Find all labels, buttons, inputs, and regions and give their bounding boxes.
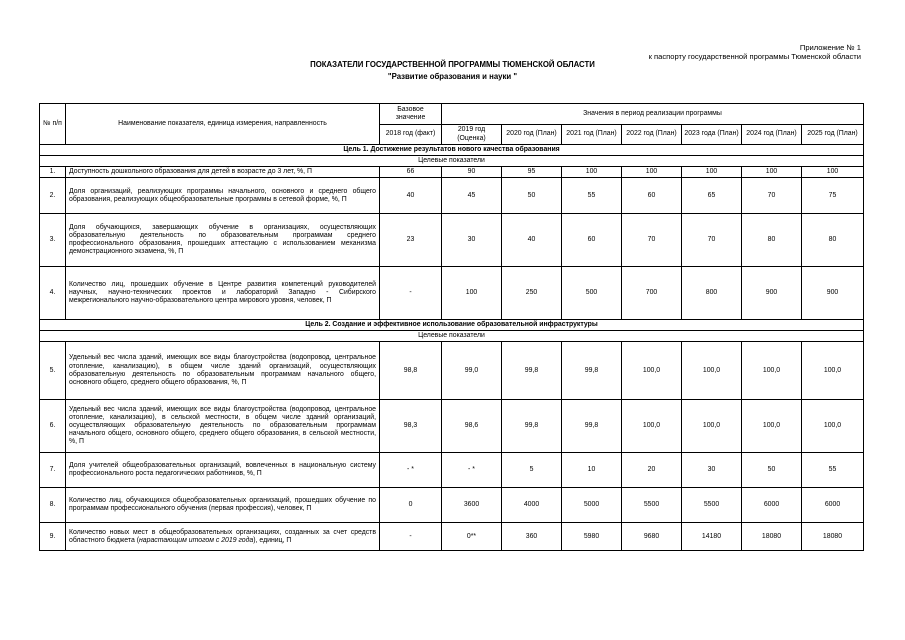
program-name: "Развитие образования и науки " (387, 72, 518, 81)
header-num: № п/п (40, 104, 66, 145)
row-value: 55 (562, 178, 622, 214)
row-value: 30 (442, 214, 502, 267)
row-value: 0** (442, 523, 502, 551)
row-name (66, 523, 380, 551)
row-value: 23 (380, 214, 442, 267)
row-value: - (380, 523, 442, 551)
row-value: 99,0 (442, 342, 502, 400)
row-value: - * (380, 453, 442, 488)
row-name: Доля обучающихся, завершающих обучение в организациях, осуществляющих образовательную деятельность по образовательным программам среднего профессионального образования, прошедших аттестацию с использованием механизма демонстрационного экзамена, %, П (66, 214, 380, 267)
row-num: 4. (40, 267, 66, 320)
row-value: 100,0 (682, 400, 742, 453)
row-value: 250 (502, 267, 562, 320)
row-name: Доля учителей общеобразовательных организаций, вовлеченных в национальную систему профессионального роста педагогических работников, %, П (66, 453, 380, 488)
header-name: Наименование показателя, единица измерения, направленность (66, 104, 380, 145)
row-value: 5980 (562, 523, 622, 551)
row-value: 40 (502, 214, 562, 267)
header-base: Базовое значение (380, 104, 442, 125)
row-name-text-end: ), единиц, П (253, 536, 292, 544)
row-value: 80 (802, 214, 864, 267)
row-value: 60 (622, 178, 682, 214)
row-name: Доступность дошкольного образования для детей в возрасте до 3 лет, %, П (66, 167, 380, 178)
row-value: 100 (742, 167, 802, 178)
indicators-table (39, 103, 864, 551)
table-row (40, 453, 864, 488)
row-value: 700 (622, 267, 682, 320)
row-value: 50 (742, 453, 802, 488)
row-value: 100,0 (622, 400, 682, 453)
row-value: 98,3 (380, 400, 442, 453)
table-row (40, 488, 864, 523)
row-value: 0 (380, 488, 442, 523)
row-name: Удельный вес числа зданий, имеющих все виды благоустройства (водопровод, центральное отопление, канализацию), в сельской местности, в общем числе зданий организаций, осуществляющих образовательную деятельность по образовательным программам начального общего, основного общего, среднего общего образования, в сельской местности, %, П (66, 400, 380, 453)
row-value: 100,0 (802, 342, 864, 400)
row-value: 100 (442, 267, 502, 320)
row-value: 100,0 (742, 400, 802, 453)
row-value: 99,8 (562, 342, 622, 400)
header-period: Значения в период реализации программы (442, 104, 864, 125)
row-value: 65 (682, 178, 742, 214)
row-name: Количество лиц, обучающихся общеобразовательных организаций, прошедших обучение по программам профессионального обучения (первая профессия), человек, П (66, 488, 380, 523)
row-value: 50 (502, 178, 562, 214)
row-value: 500 (562, 267, 622, 320)
row-value: 100,0 (682, 342, 742, 400)
row-num: 6. (40, 400, 66, 453)
row-value: 90 (442, 167, 502, 178)
row-value: 45 (442, 178, 502, 214)
row-value: 800 (682, 267, 742, 320)
row-value: 100,0 (802, 400, 864, 453)
table-row (40, 267, 864, 320)
row-value: 6000 (802, 488, 864, 523)
row-value: 70 (742, 178, 802, 214)
header-year: 2020 год (План) (502, 125, 562, 145)
row-num: 8. (40, 488, 66, 523)
row-num: 2. (40, 178, 66, 214)
row-num: 3. (40, 214, 66, 267)
row-name: Количество лиц, прошедших обучение в Центре развития компетенций руководителей научных, научно-технических проектов и лабораторий Западно - Сибирского межрегионального научно-образовательного центра мирового уровня, человек, П (66, 267, 380, 320)
row-value: - (380, 267, 442, 320)
row-num: 7. (40, 453, 66, 488)
header-year: 2024 год (План) (742, 125, 802, 145)
header-year: 2019 год (Оценка) (442, 125, 502, 145)
row-value: 3600 (442, 488, 502, 523)
goal-2-title: Цель 2. Создание и эффективное использование образовательной инфраструктуры (40, 320, 864, 331)
row-value: 18080 (802, 523, 864, 551)
row-value: 4000 (502, 488, 562, 523)
row-num: 9. (40, 523, 66, 551)
table-row (40, 523, 864, 551)
row-value: 100,0 (742, 342, 802, 400)
row-name-italic: нарастающим итогом с 2019 года (139, 536, 254, 544)
document-title: ПОКАЗАТЕЛИ ГОСУДАРСТВЕННОЙ ПРОГРАММЫ ТЮМЕНСКОЙ ОБЛАСТИ (310, 60, 595, 69)
row-value: 95 (502, 167, 562, 178)
table-row (40, 214, 864, 267)
row-value: 360 (502, 523, 562, 551)
header-year: 2023 года (План) (682, 125, 742, 145)
table-row (40, 167, 864, 178)
row-num: 5. (40, 342, 66, 400)
table-row (40, 342, 864, 400)
row-value: 9680 (622, 523, 682, 551)
header-year: 2022 год (План) (622, 125, 682, 145)
row-value: 18080 (742, 523, 802, 551)
table-row (40, 400, 864, 453)
row-value: 6000 (742, 488, 802, 523)
row-value: 75 (802, 178, 864, 214)
row-value: 60 (562, 214, 622, 267)
row-value: 5 (502, 453, 562, 488)
row-value: 5500 (622, 488, 682, 523)
header-year: 2021 год (План) (562, 125, 622, 145)
row-value: 10 (562, 453, 622, 488)
row-value: 98,6 (442, 400, 502, 453)
row-value: 100 (682, 167, 742, 178)
row-value: 55 (802, 453, 864, 488)
row-name: Удельный вес числа зданий, имеющих все виды благоустройства (водопровод, центральное отопление, канализацию), в общем числе зданий организаций, осуществляющих образовательную деятельность по образовательным программам начального общего, основного общего, среднего общего образования, %, П (66, 342, 380, 400)
row-value: 99,8 (562, 400, 622, 453)
row-value: 900 (802, 267, 864, 320)
row-value: 100 (622, 167, 682, 178)
row-value: 20 (622, 453, 682, 488)
appendix-note (601, 43, 861, 61)
row-value: 66 (380, 167, 442, 178)
row-value: 99,8 (502, 400, 562, 453)
goal-2-subtitle: Целевые показатели (40, 331, 864, 342)
goal-1-title: Цель 1. Достижение результатов нового качества образования (40, 145, 864, 156)
header-year: 2025 год (План) (802, 125, 864, 145)
appendix-line-1: Приложение № 1 (799, 43, 861, 52)
row-value: 900 (742, 267, 802, 320)
appendix-line-2: к паспорту государственной программы Тюменской области (648, 52, 861, 62)
table-row (40, 178, 864, 214)
row-value: 80 (742, 214, 802, 267)
row-value: 100,0 (622, 342, 682, 400)
row-value: 70 (682, 214, 742, 267)
row-value: 14180 (682, 523, 742, 551)
row-value: 5500 (682, 488, 742, 523)
goal-1-subtitle: Целевые показатели (40, 156, 864, 167)
row-value: - * (442, 453, 502, 488)
header-year: 2018 год (факт) (380, 125, 442, 145)
row-name: Доля организаций, реализующих программы начального, основного и среднего общего образования, реализующих общеобразовательные программы в сетевой форме, %, П (66, 178, 380, 214)
row-value: 99,8 (502, 342, 562, 400)
row-value: 40 (380, 178, 442, 214)
row-value: 100 (562, 167, 622, 178)
row-num: 1. (40, 167, 66, 178)
row-value: 5000 (562, 488, 622, 523)
row-value: 100 (802, 167, 864, 178)
row-value: 30 (682, 453, 742, 488)
row-value: 70 (622, 214, 682, 267)
row-value: 98,8 (380, 342, 442, 400)
row-name-text: Количество новых мест в общеобразовательных организациях, созданных за счет средств областного бюджета ( (69, 528, 376, 544)
